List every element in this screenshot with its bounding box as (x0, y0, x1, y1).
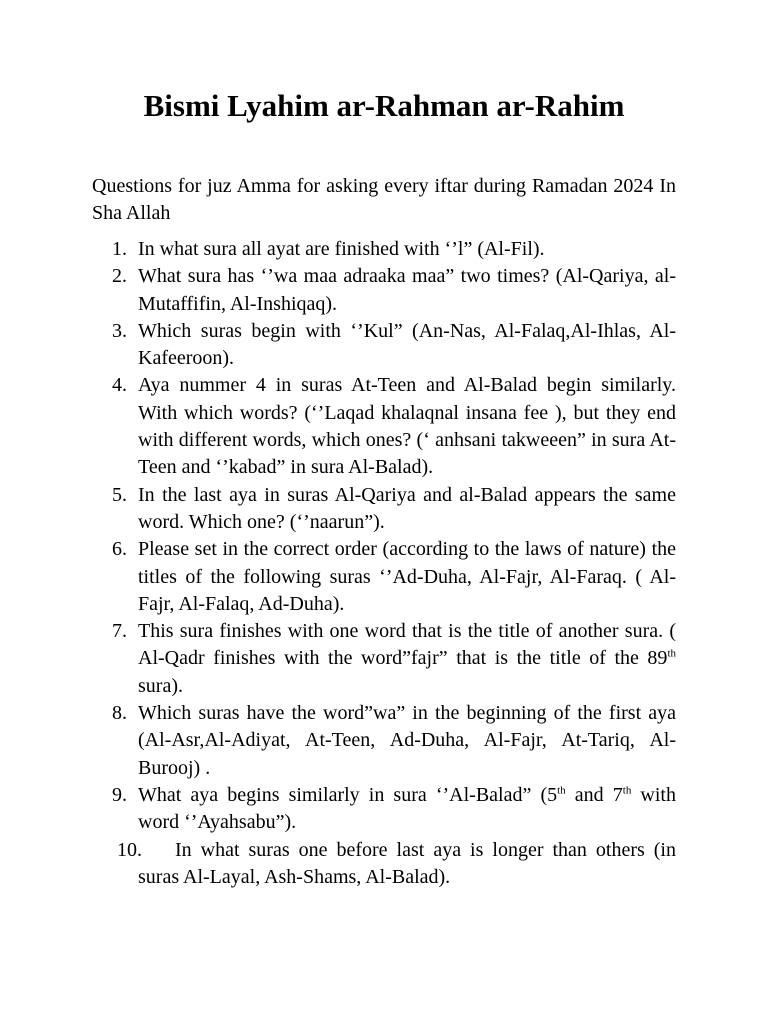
intro-paragraph: Questions for juz Amma for asking every iftar during Ramadan 2024 In Sha Allah (92, 175, 676, 224)
list-item (92, 618, 676, 700)
list-item (92, 782, 676, 837)
list-number: 2. (112, 265, 127, 288)
list-item (92, 482, 676, 537)
question-text-part: This sura finishes with one word that is the title of another sura. ( Al-Qadr finishes with the word”fajr” that is the title of the 89 (138, 620, 676, 670)
list-number: 10. (117, 838, 142, 861)
list-number: 6. (112, 538, 127, 561)
list-item (92, 372, 676, 481)
question-text: In the last aya in suras Al-Qariya and al-Balad appears the same word. Which one? (‘’naarun”). (138, 483, 676, 533)
question-text: In what suras one before last aya is longer than others (in suras Al-Layal, Ash-Shams, Al-Balad). (138, 838, 676, 888)
list-number: 4. (112, 374, 127, 397)
question-list (92, 236, 676, 891)
question-text: Please set in the correct order (according to the laws of nature) the titles of the following suras ‘’Ad-Duha, Al-Fajr, Al-Faraq. ( Al-Fajr, Al-Falaq, Ad-Duha). (138, 538, 676, 615)
list-item (92, 536, 676, 618)
list-number: 7. (112, 620, 127, 643)
list-number: 8. (112, 702, 127, 725)
superscript-ordinal: th (622, 784, 632, 797)
question-text: Aya nummer 4 in suras At-Teen and Al-Balad begin similarly. With which words? (‘’Laqad khalaqnal insana fee ), but they end with different words, which ones? (‘ anhsani takweeen” in sura At-Teen and ‘’kabad” in sura Al-Balad). (138, 374, 676, 479)
superscript-ordinal: th (557, 784, 566, 797)
list-item (92, 837, 676, 892)
list-number: 1. (112, 238, 127, 260)
list-item (92, 236, 676, 263)
superscript-ordinal: th (667, 647, 676, 660)
list-number: 9. (112, 783, 127, 806)
question-text (138, 784, 676, 833)
question-text: In what sura all ayat are finished with ‘’l” (Al-Fil). (138, 238, 545, 260)
document-title: Bismi Lyahim ar-Rahman ar-Rahim (143, 88, 625, 123)
question-text-part: with word ‘’Ayahsabu”). (138, 783, 676, 834)
list-item (92, 700, 676, 782)
question-text-part: sura). (138, 674, 183, 697)
list-number: 5. (112, 483, 127, 506)
question-text-part: What aya begins similarly in sura ‘’Al-Balad” (5 (138, 783, 558, 806)
question-text-part: and 7 (565, 783, 623, 806)
question-text (138, 620, 676, 697)
question-text: What sura has ‘’wa maa adraaka maa” two times? (Al-Qariya, al-Mutaffifin, Al-Inshiqaq). (138, 265, 676, 315)
list-item (92, 318, 676, 373)
question-text: Which suras begin with ‘’Kul” (An-Nas, Al-Falaq,Al-Ihlas, Al-Kafeeroon). (138, 319, 676, 370)
question-text: Which suras have the word”wa” in the beginning of the first aya (Al-Asr,Al-Adiyat, At-Teen, Ad-Duha, Al-Fajr, At-Tariq, Al-Burooj) . (138, 702, 676, 779)
list-number: 3. (112, 319, 127, 342)
list-item (92, 263, 676, 318)
